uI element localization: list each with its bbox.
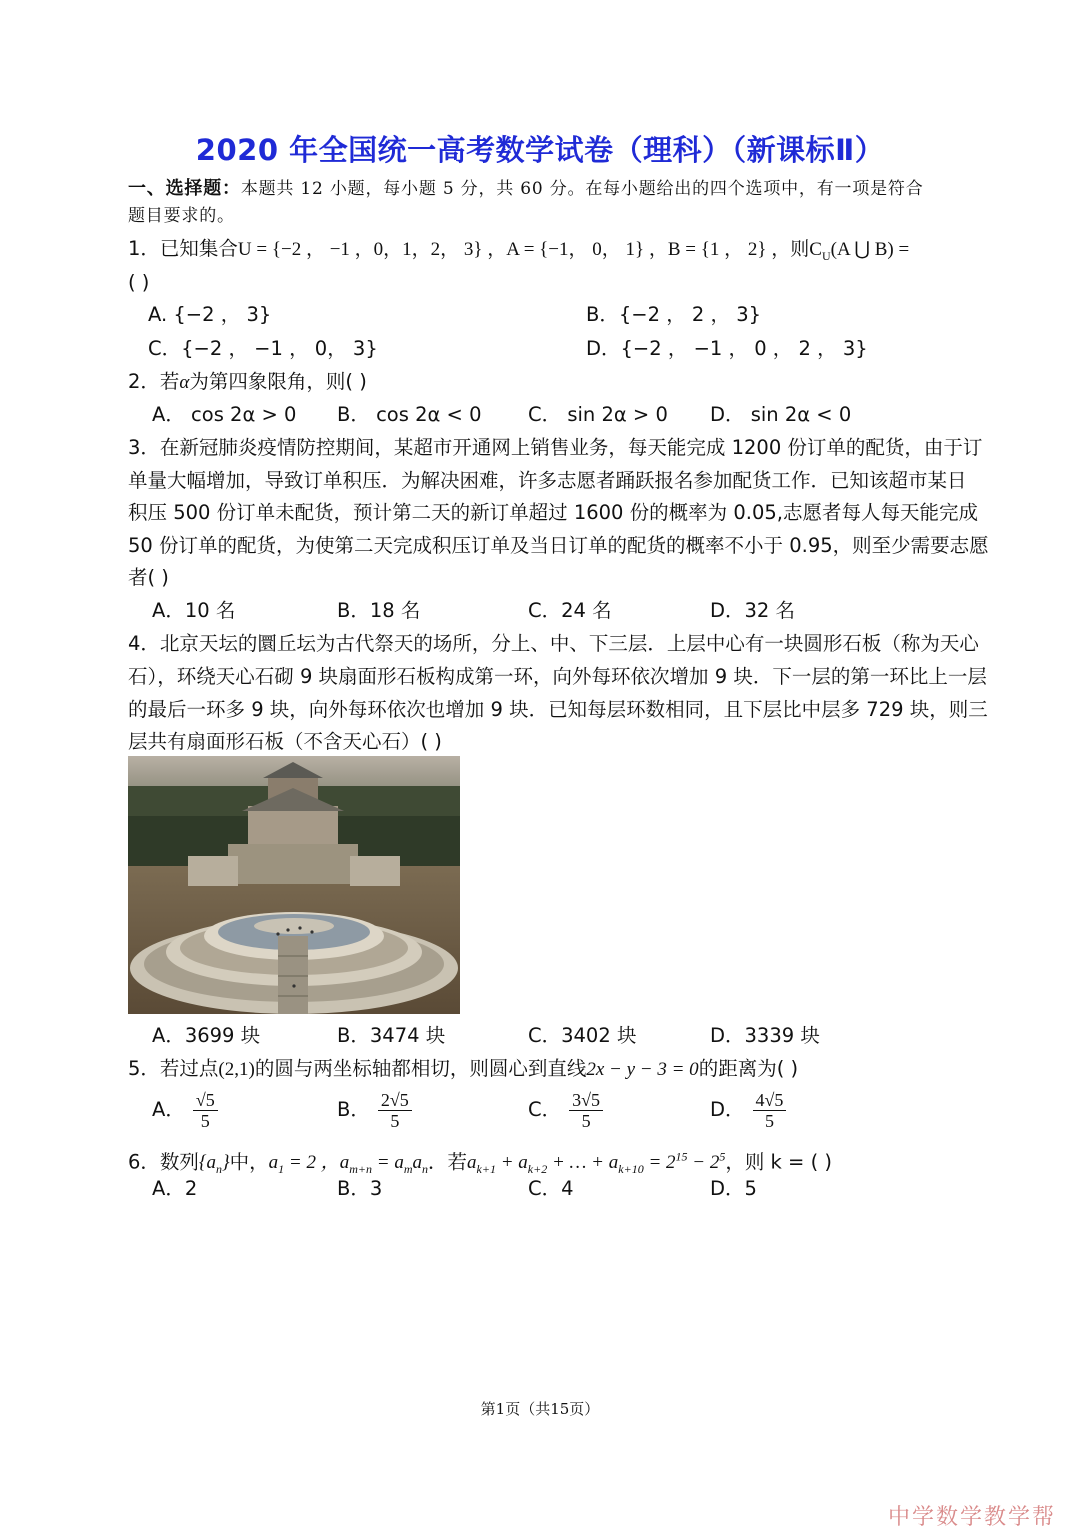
question-6-stem: 6．数列$\{a_n\}$中，$a_1 = 2$ ，$a_{m+n} = a_ma_n$．若$a_{k+1} + a_{k+2}$ + … + $a_{k+10} = 2^{15} - 2^5$，则 k = ( ) [128,1150,833,1177]
q2-option-d: D． sin 2α < 0 [710,403,852,426]
q3-option-c: C．24 名 [528,599,612,622]
q6-option-a: A．2 [152,1177,198,1200]
q3-option-d: D．32 名 [710,599,796,622]
q1-set-u: U = {−2 ， −1 ，0，1，2， 3} ， [237,239,507,260]
q5-option-c: C． $\frac{3√5}{5}$ [528,1090,603,1131]
circular-mound-altar-photo [128,756,460,1014]
q1-answer-paren: ( ) [128,271,150,294]
q1-option-a: A. {−2 ， 3} [148,303,272,326]
question-3-line-2: 单量大幅增加，导致订单积压．为解决困难，许多志愿者踊跃报名参加配货工作．已知该超市某日 [128,469,967,492]
q1-prefix: 1．已知集合 [128,237,238,260]
q1-set-b: B = {1 ， 2} ，则 [667,239,810,260]
q5-option-b: B． $\frac{2√5}{5}$ [337,1090,412,1131]
question-1-stem [128,236,909,269]
section-text-2: 题目要求的。 [128,206,235,226]
question-4-line-3: 的最后一环多 9 块，向外每环依次也增加 9 块．已知每层环数相同，且下层比中层多 729 块，则三 [128,698,988,721]
q6-option-c: C．4 [528,1177,574,1200]
question-3-line-4: 50 份订单的配货，为使第二天完成积压订单及当日订单的配货的概率不小于 0.95，则至少需要志愿 [128,534,989,557]
q1-option-c: C．{−2 ， −1 ， 0， 3} [148,337,378,360]
section-intro-line-1 [128,176,924,202]
section-text-1: 本题共 12 小题，每小题 5 分，共 60 分。在每小题给出的四个选项中，有一项是符合 [240,179,924,199]
q3-option-a: A．10 名 [152,599,236,622]
q2-option-c: C． sin 2α > 0 [528,403,668,426]
q2-option-a: A． cos 2α > 0 [152,403,297,426]
q1-complement: $C_U(A$ ⋃ B) = [809,239,910,263]
q5-option-a: A． $\frac{√5}{5}$ [152,1090,218,1131]
q6-option-d: D．5 [710,1177,757,1200]
question-4-line-2: 石），环绕天心石砌 9 块扇面形石板构成第一环，向外每环依次增加 9 块．下一层的第一环比上一层 [128,665,987,688]
page-title: 2020 年全国统一高考数学试卷（理科）（新课标Ⅱ） [195,133,885,167]
q6-option-b: B．3 [337,1177,383,1200]
q2-option-b: B． cos 2α < 0 [337,403,482,426]
q4-option-c: C．3402 块 [528,1024,637,1047]
question-3-line-3: 积压 500 份订单未配货，预计第二天的新订单超过 1600 份的概率为 0.05,志愿者每人每天能完成 [128,501,978,524]
q1-set-a: A = {−1， 0， 1} ， [506,239,668,260]
question-5-stem: 5．若过点(2,1)的圆与两坐标轴都相切，则圆心到直线2x − y − 3 = 0的距离为( ) [128,1057,799,1080]
q4-option-b: B．3474 块 [337,1024,446,1047]
page-footer: 第1页（共15页） [480,1400,600,1418]
watermark: 中学数学教学帮 [887,1505,1056,1530]
question-3-line-1: 3．在新冠肺炎疫情防控期间，某超市开通网上销售业务，每天能完成 1200 份订单的配货，由于订 [128,436,983,459]
question-4-line-1: 4．北京天坛的圜丘坛为古代祭天的场所，分上、中、下三层．上层中心有一块圆形石板（称为天心 [128,632,979,655]
q5-option-d: D． $\frac{4√5}{5}$ [710,1090,786,1131]
question-2-stem: 2．若α为第四象限角，则( ) [128,370,367,393]
question-4-line-4: 层共有扇面形石板（不含天心石）( ) [128,730,442,753]
q1-option-b: B．{−2 ， 2 ， 3} [586,303,762,326]
q4-option-a: A．3699 块 [152,1024,261,1047]
q1-option-d: D．{−2 ， −1 ， 0 ， 2 ， 3} [586,337,868,360]
q4-option-d: D．3339 块 [710,1024,820,1047]
section-heading: 一、选择题： [128,178,241,199]
q3-option-b: B．18 名 [337,599,421,622]
question-3-line-5: 者( ) [128,566,169,589]
